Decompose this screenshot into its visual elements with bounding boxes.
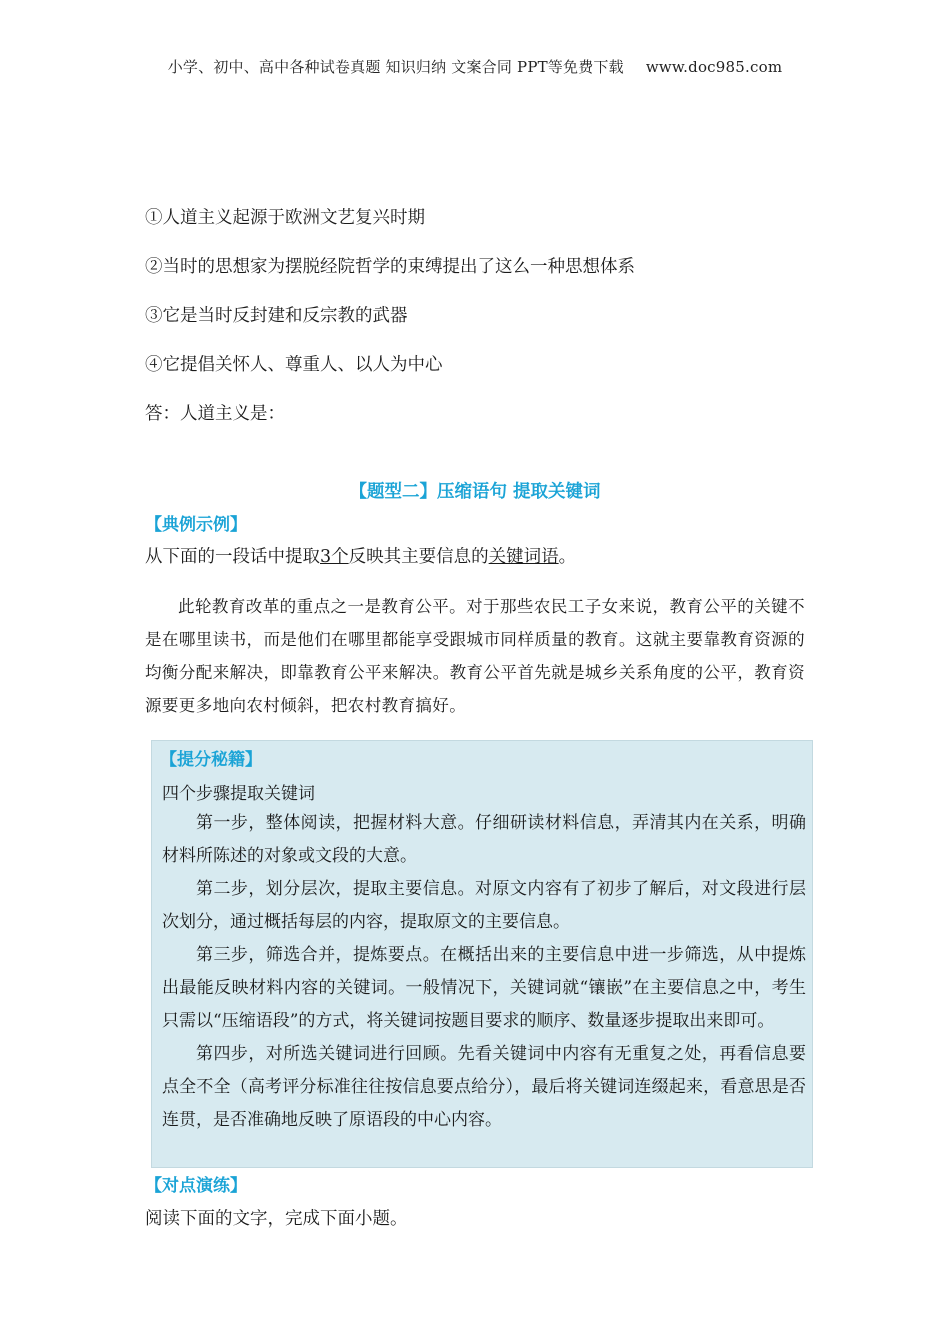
list-item-1: ①人道主义起源于欧洲文艺复兴时期 xyxy=(145,208,425,228)
header-site-link[interactable]: www.doc985.com xyxy=(645,58,783,76)
step-3: 第三步，筛选合并，提炼要点。在概括出来的主要信息中进一步筛选，从中提炼出最能反映材料内容的关键词。一般情况下，关键词就“镶嵌”在主要信息之中，考生只需以“压缩语段”的方式，将关键词按题目要求的顺序、数量逐步提取出来即可。 xyxy=(162,945,806,1031)
practice-text: 阅读下面的文字，完成下面小题。 xyxy=(145,1209,408,1229)
example-question xyxy=(145,545,576,569)
step-2: 第二步，划分层次，提取主要信息。对原文内容有了初步了解后，对文段进行层次划分，通过概括每层的内容，提取原文的主要信息。 xyxy=(162,879,806,932)
list-item-3: ③它是当时反封建和反宗教的武器 xyxy=(145,306,408,326)
question-text: 从下面的一段话中提取 xyxy=(145,547,320,567)
step-4: 第四步，对所选关键词进行回顾。先看关键词中内容有无重复之处，再看信息要点全不全（高考评分标准往往按信息要点给分），最后将关键词连缀起来，看意思是否连贯，是否准确地反映了原语段的中心内容。 xyxy=(162,1044,806,1130)
page-header xyxy=(0,56,950,77)
tips-subtitle: 四个步骤提取关键词 xyxy=(162,784,315,804)
list-item-2: ②当时的思想家为摆脱经院哲学的束缚提出了这么一种思想体系 xyxy=(145,257,635,277)
example-passage: 此轮教育改革的重点之一是教育公平。对于那些农民工子女来说，教育公平的关键不是在哪里读书，而是他们在哪里都能享受跟城市同样质量的教育。这就主要靠教育资源的均衡分配来解决，即靠教育公平来解决。教育公平首先就是城乡关系角度的公平，教育资源要更多地向农村倾斜，把农村教育搞好。 xyxy=(145,597,805,715)
question-text-mid: 反映其主要信息的 xyxy=(348,547,489,567)
step-1: 第一步，整体阅读，把握材料大意。仔细研读材料信息，弄清其内在关系，明确材料所陈述的对象或文段的大意。 xyxy=(162,813,806,866)
question-count: 3个 xyxy=(320,547,349,567)
answer-line: 答：人道主义是： xyxy=(145,404,285,424)
tips-tag: 【提分秘籍】 xyxy=(160,750,262,770)
header-text: 小学、初中、高中各种试卷真题 知识归纳 文案合同 PPT等免费下载 xyxy=(167,58,624,76)
tips-box xyxy=(151,740,813,1168)
list-item-4: ④它提倡关怀人、尊重人、以人为中心 xyxy=(145,355,443,375)
question-end: 。 xyxy=(558,547,577,567)
example-tag: 【典例示例】 xyxy=(145,515,247,535)
question-keyword: 关键词语 xyxy=(488,547,559,567)
practice-tag: 【对点演练】 xyxy=(145,1176,247,1196)
section-title: 【题型二】压缩语句 提取关键词 xyxy=(349,482,601,502)
tips-steps xyxy=(162,807,806,1137)
